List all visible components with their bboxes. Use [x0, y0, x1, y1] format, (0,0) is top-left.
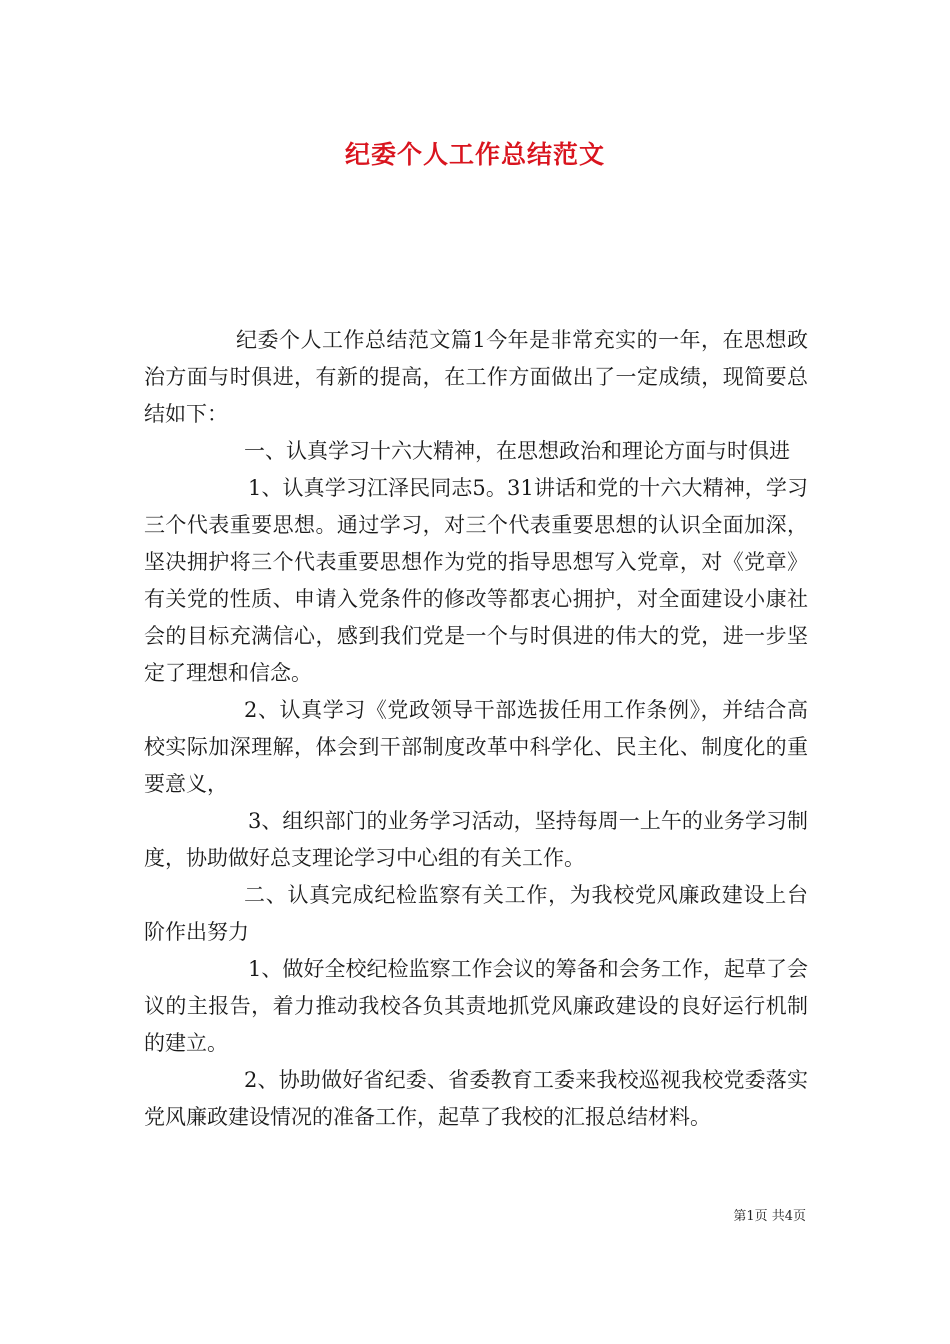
document-body — [144, 322, 808, 1136]
document-title: 纪委个人工作总结范文 — [344, 140, 605, 169]
paragraph-intro: 纪委个人工作总结范文篇1今年是非常充实的一年，在思想政治方面与时俱进，有新的提高，在工作方面做出了一定成绩，现简要总结如下： — [144, 328, 808, 426]
paragraph-section-1-item-3: 3、组织部门的业务学习活动，坚持每周一上午的业务学习制度，协助做好总支理论学习中心组的有关工作。 — [144, 809, 808, 870]
paragraph-section-2-item-1: 1、做好全校纪检监察工作会议的筹备和会务工作，起草了会议的主报告，着力推动我校各负其责地抓党风廉政建设的良好运行机制的建立。 — [144, 957, 808, 1055]
paragraph-section-2-item-2: 2、协助做好省纪委、省委教育工委来我校巡视我校党委落实党风廉政建设情况的准备工作，起草了我校的汇报总结材料。 — [144, 1068, 808, 1129]
paragraph-section-1-item-2: 2、认真学习《党政领导干部选拔任用工作条例》，并结合高校实际加深理解，体会到干部制度改革中科学化、民主化、制度化的重要意义， — [144, 698, 808, 796]
paragraph-section-1-item-1: 1、认真学习江泽民同志5。31讲话和党的十六大精神，学习三个代表重要思想。通过学习，对三个代表重要思想的认识全面加深，坚决拥护将三个代表重要思想作为党的指导思想写入党章，对《党章》有关党的性质、申请入党条件的修改等都衷心拥护，对全面建设小康社会的目标充满信心，感到我们党是一个与时俱进的伟大的党，进一步坚定了理想和信念。 — [144, 476, 808, 685]
paragraph-section-1-heading: 一、认真学习十六大精神，在思想政治和理论方面与时俱进 — [244, 439, 790, 463]
paragraph-section-2-heading: 二、认真完成纪检监察有关工作，为我校党风廉政建设上台阶作出努力 — [144, 883, 808, 944]
page-number: 第1页 共4页 — [733, 1209, 806, 1224]
